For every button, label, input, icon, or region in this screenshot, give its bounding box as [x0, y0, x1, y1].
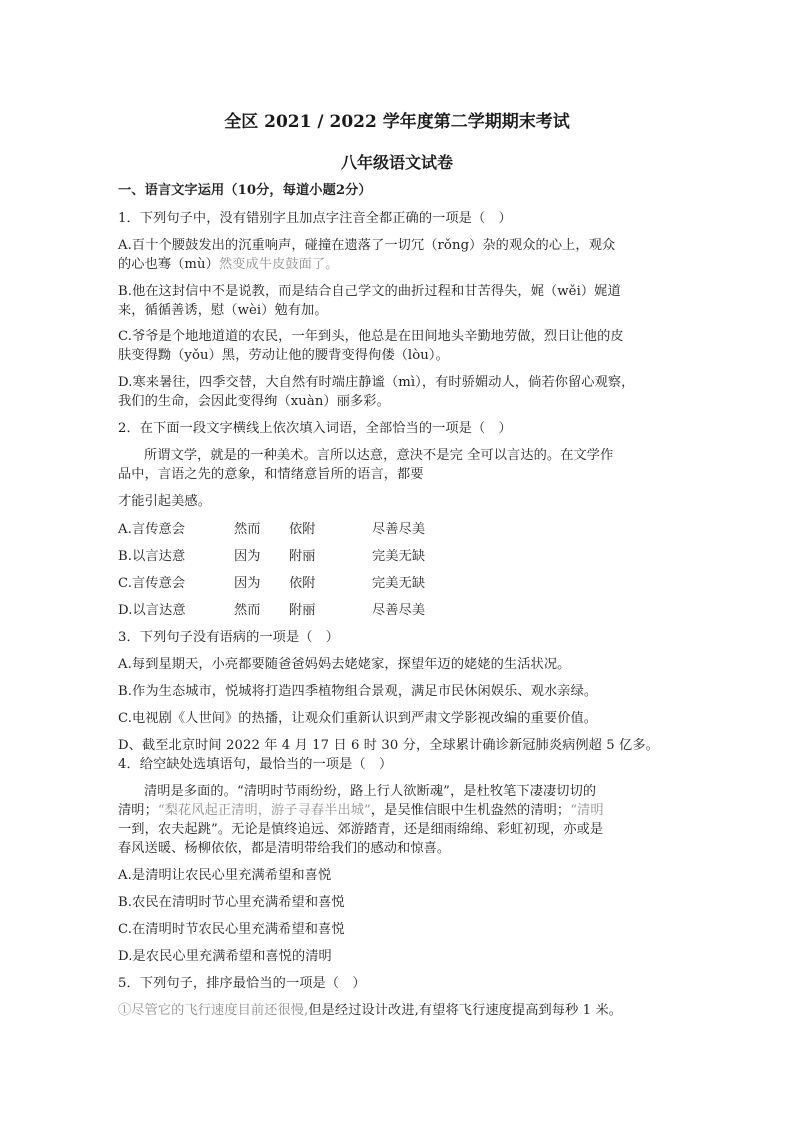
q1-option-c-line2: 肤变得黝（yǒu）黑，劳动让他的腰背变得佝偻（lòu）。 [118, 348, 449, 363]
q1-option-a-line1: A.百十个腰鼓发出的沉重响声，碰撞在遗落了一切冗（rǒng）杂的观众的心上，观众 [118, 238, 616, 253]
q2-option-b-word4: 完美无缺 [372, 549, 426, 564]
q2-option-a-word1: A.言传意会 [118, 522, 186, 537]
q3-option-d: D、截至北京时间 2022 年 4 月 17 日 6 时 30 分，全球累计确诊新冠肺炎病例超 5 亿多。 [118, 738, 659, 753]
q4-option-d: D.是农民心里充满希望和喜悦的清明 [118, 949, 332, 964]
q2-option-a-word4: 尽善尽美 [372, 522, 426, 537]
q4-passage-line1: 清明是多面的。“清明时节雨纷纷，路上行人欲断魂”，是杜牧笔下凄凄切切的 [144, 784, 597, 799]
q2-passage-line3: 才能引起美感。 [118, 494, 212, 509]
q4-option-c: C.在清明时节农民心里充满希望和喜悦 [118, 922, 345, 937]
q5-sentence-text: 但是经过设计改进,有望将飞行速度提高到每秒 1 米。 [308, 1003, 623, 1018]
q1-option-a-line2 [118, 256, 339, 274]
question-2-stem: 2．在下面一段文字横线上依次填入词语，全部恰当的一项是（ ） [118, 421, 512, 436]
exam-title: 全区 2021 / 2022 学年度第二学期期末考试 [224, 112, 570, 132]
q2-option-d-word4: 尽善尽美 [372, 603, 426, 618]
q2-option-d-word3: 附丽 [289, 603, 316, 618]
q2-option-a-word2: 然而 [234, 522, 261, 537]
q2-option-b-word1: B.以言达意 [118, 549, 186, 564]
q4-passage-gray-quote: “清明 [570, 803, 604, 818]
q2-option-c-word4: 完美无缺 [372, 576, 426, 591]
q4-option-b: B.农民在清明时节心里充满希望和喜悦 [118, 895, 345, 910]
q5-sentence-1 [118, 1002, 622, 1020]
q2-option-c-word3: 依附 [289, 576, 316, 591]
q5-sentence-number: ① [118, 1003, 132, 1018]
q1-option-b-line1: B.他在这封信中不是说教，而是结合自己学文的曲折过程和甘苦得失，娓（wěi）娓道 [118, 284, 621, 299]
q4-passage-text: 。无论是慎终追远、郊游踏青，还是细雨绵绵、彩虹初现，亦或是 [217, 822, 604, 837]
q3-option-c: C.电视剧《人世间》的热播，让观众们重新认识到严肃文学影视改编的重要价值。 [118, 711, 598, 726]
q1-option-d-line2: 我们的生命，会因此变得绚（xuàn）丽多彩。 [118, 394, 390, 409]
q4-passage-text: 一到，农夫起跳” [118, 822, 218, 837]
q2-option-d-word2: 然而 [234, 603, 261, 618]
question-5-stem: 5．下列句子，排序最恰当的一项是（ ） [118, 976, 366, 991]
question-1-stem: 1．下列句子中，没有错别字且加点字注音全都正确的一项是（ ） [118, 211, 512, 226]
q4-passage-text: 清明； [118, 803, 158, 818]
q1-option-c-line1: C.爷爷是个地地道道的农民，一年到头，他总是在田间地头辛勤地劳做，烈日让他的皮 [118, 329, 624, 344]
q2-passage-line2: 品中，言语之先的意象，和情绪意旨所的语言，都要 [118, 467, 424, 482]
q2-option-b-word2: 因为 [234, 549, 261, 564]
section-heading: 一、语言文字运用（10分，每道小题2分） [118, 183, 372, 198]
q4-passage-line3 [118, 821, 603, 839]
q1-option-d-line1: D.寒来暑往，四季交替，大自然有时端庄静谧（mì），有时骄媚动人，倘若你留心观察， [118, 375, 635, 390]
q2-option-c-word2: 因为 [234, 576, 261, 591]
q2-option-c-word1: C.言传意会 [118, 576, 186, 591]
q1-option-a-gray-text: 然变成牛皮鼓面了。 [218, 257, 339, 272]
q2-passage-line1: 所谓文学，就是的一种美术。言所以达意，意決不是完 全可以言达的。在文学作 [144, 448, 614, 463]
q3-option-b: B.作为生态城市，悦城将打造四季植物组合景观，满足市民休闲娱乐、观水亲绿。 [118, 684, 598, 699]
exam-subtitle: 八年级语文试卷 [340, 153, 453, 172]
q1-option-b-line2: 来，循循善诱，慰（wèi）勉有加。 [118, 303, 328, 318]
q2-option-b-word3: 附丽 [289, 549, 316, 564]
q1-option-a-text: 的心也骞（mù） [118, 257, 219, 272]
q4-option-a: A.是清明让农民心里充满希望和喜悦 [118, 868, 332, 883]
q4-passage-gray-quote: “梨花风起正清明，游子寻春半出城” [157, 803, 371, 818]
q2-option-d-word1: D.以言达意 [118, 603, 186, 618]
q3-option-a: A.每到星期天，小亮都要随爸爸妈妈去姥姥家，探望年迈的姥姥的生活状况。 [118, 657, 571, 672]
q4-passage-text: ，是吴惟信眼中生机盎然的清明； [370, 803, 571, 818]
question-3-stem: 3．下列句子没有语病的一项是（ ） [118, 630, 340, 645]
question-4-stem: 4．给空缺处选填语句，最恰当的一项是（ ） [118, 757, 393, 772]
q4-passage-line4: 春风送暖、杨柳依依，都是清明带给我们的感动和惊喜。 [118, 841, 451, 856]
q4-passage-line2 [118, 802, 604, 820]
q5-sentence-gray-text: 尽管它的飞行速度目前还很慢, [131, 1003, 309, 1018]
q2-option-a-word3: 依附 [289, 522, 316, 537]
